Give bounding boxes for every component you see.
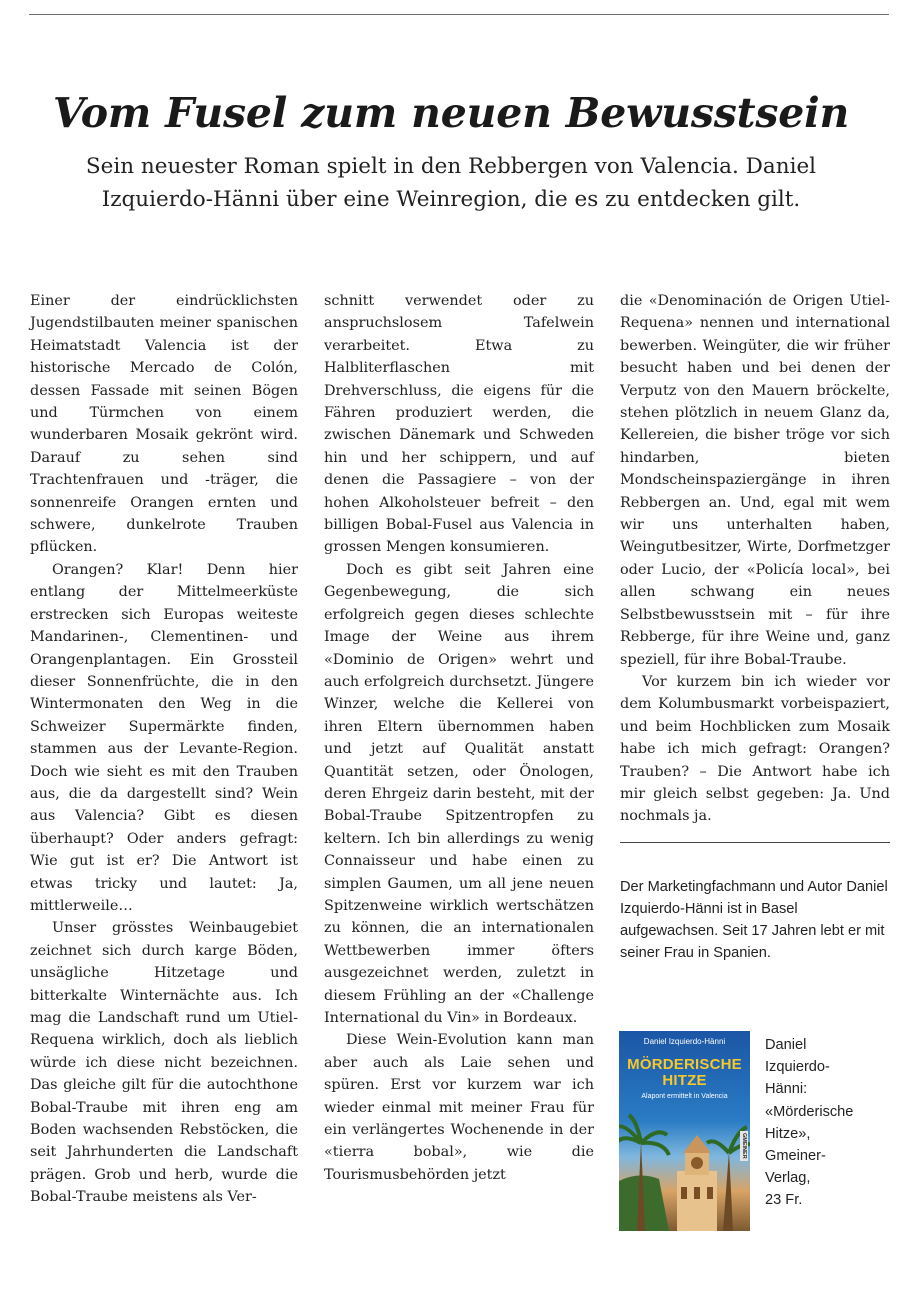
caption-line: 23 Fr. xyxy=(765,1192,803,1209)
paragraph: die «Denominación de Origen Utiel-Requena» nennen und international bewerben. Weingüter, die wir früher besucht haben und bei denen der Verputz von den Mauern bröckelte, stehen plötzlich in neuem Glanz da, Kellereien, die bisher tröge vor sich hindarben, bieten Mondscheinspaziergänge in ihren Rebbergen an. Und, egal mit wem wir uns unterhalten haben, Weingutbesitzer, Wirte, Dorfmetzger oder Lucio, der «Policía local», bei allen schwang ein neues Selbstbewusstsein mit – für ihre Rebberge, für ihre Weine und, ganz speziell, für ihre Bobal-Traube. xyxy=(620,293,890,668)
paragraph: Vor kurzem bin ich wieder vor dem Kolumbusmarkt vorbeispaziert, und beim Hochblicken zum Mosaik habe ich mich gefragt: Orangen? Trauben? – Die Antwort habe ich mir gleich selbst gegeben: Ja. Und nochmals ja. xyxy=(620,673,890,825)
headline: Vom Fusel zum neuen Bewusstsein xyxy=(52,89,850,137)
caption-line: Izquierdo- xyxy=(765,1059,830,1076)
caption-line: Daniel xyxy=(765,1037,807,1053)
book-cover-image xyxy=(619,1031,750,1231)
book-cover-publisher: GMEINER xyxy=(741,1133,747,1159)
book-cover-title: MÖRDERISCHE HITZE xyxy=(627,1056,742,1089)
book-cover-subtitle: Alapont ermittelt in Valencia xyxy=(641,1093,728,1100)
caption-line: Gmeiner- xyxy=(765,1148,826,1165)
bio-divider xyxy=(620,842,890,843)
book-caption xyxy=(765,1034,889,1212)
caption-line: Hitze», xyxy=(765,1125,811,1142)
subhead-line: Izquierdo-Hänni über eine Weinregion, die es zu entdecken gilt. xyxy=(101,187,801,212)
subhead-line: Sein neuester Roman spielt in den Rebbergen von Valencia. Daniel xyxy=(85,154,817,179)
paragraph: Doch es gibt seit Jahren eine Gegenbewegung, die sich erfolgreich gegen dieses schlechte Image der Weine aus ihrem «Dominio de Origen» wehrt und auch erfolgreich durchsetzt. Jüngere Winzer, welche die Kellerei von ihren Eltern übernommen haben und jetzt auf Qualität anstatt Quantität setzen, oder Önologen, deren Ehrgeiz darin besteht, mit der Bobal-Traube Spitzentropfen zu keltern. Ich bin allerdings zu wenig Connaisseur und habe einen zu simplen Gaumen, um all jene neuen Spitzenweine wirklich wertschätzen zu können, die an internationalen Wettbewerben immer öfters ausgezeichnet werden, zuletzt in diesem Frühling an der «Challenge International du Vin» in Bordeaux. xyxy=(324,561,594,1026)
subhead xyxy=(10,150,892,216)
top-rule xyxy=(29,14,889,15)
article-column-3 xyxy=(620,290,890,828)
article-column-2 xyxy=(324,290,594,1186)
paragraph: Einer der eindrücklichsten Jugendstilbauten meiner spanischen Heimatstadt Valencia ist der historische Mercado de Colón, dessen Fassade mit seinen Bögen und Türmchen von einem wunderbaren Mosaik gekrönt wird. Darauf zu sehen sind Trachtenfrauen und -träger, die sonnenreife Orangen ernten und schwere, dunkelrote Trauben pflücken. xyxy=(30,293,298,556)
paragraph: Unser grösstes Weinbaugebiet zeichnet sich durch karge Böden, unsägliche Hitzetage und bitterkalte Winternächte aus. Ich mag die Landschaft rund um Utiel-Requena wirklich, doch als lieblich würde ich diese nicht bezeichnen. Das gleiche gilt für die autochthone Bobal-Traube mit ihren eng am Boden wachsenden Rebstöcken, die seit Jahrhunderten die Landschaft prägen. Grob und herb, wurde die Bobal-Traube meistens als Ver- xyxy=(30,920,298,1206)
paragraph: Diese Wein-Evolution kann man aber auch als Laie sehen und spüren. Erst vor kurzem war ich wieder einmal mit meiner Frau für ein verlängertes Wochenende in der «tierra bobal», wie die Tourismusbehörden jetzt xyxy=(324,1032,594,1183)
article-column-1 xyxy=(30,290,298,1209)
caption-line: «Mörderische xyxy=(765,1103,854,1120)
paragraph: Orangen? Klar! Denn hier entlang der Mittelmeerküste erstrecken sich Europas weiteste Mandarinen-, Clementinen- und Orangenplantagen. Ein Grossteil dieser Sonnenfrüchte, die in den Wintermonaten den Weg in die Schweizer Supermärkte finden, stammen aus der Levante-Region. Doch wie sieht es mit den Trauben aus, die da dargestellt sind? Wein aus Valencia? Gibt es diesen überhaupt? Oder anders gefragt: Wie gut ist er? Die Antwort ist etwas tricky und lautet: Ja, mittlerweile… xyxy=(30,561,298,914)
paragraph: schnitt verwendet oder zu anspruchslosem Tafelwein verarbeitet. Etwa zu Halbliterflaschen mit Drehverschluss, die eigens für die Fähren produziert werden, die zwischen Dänemark und Schweden hin und her schippern, und auf denen die Passagiere – von der hohen Alkoholsteuer befreit – den billigen Bobal-Fusel aus Valencia in grossen Mengen konsumieren. xyxy=(324,293,594,556)
book-cover-author: Daniel Izquierdo-Hänni xyxy=(643,1037,726,1046)
caption-line: Verlag, xyxy=(765,1170,811,1187)
caption-line: Hänni: xyxy=(765,1081,808,1098)
author-bio: Der Marketingfachmann und Autor Daniel Izquierdo-Hänni ist in Basel aufgewachsen. Seit 17 Jahren lebt er mit seiner Frau in Spanien. xyxy=(620,879,888,961)
